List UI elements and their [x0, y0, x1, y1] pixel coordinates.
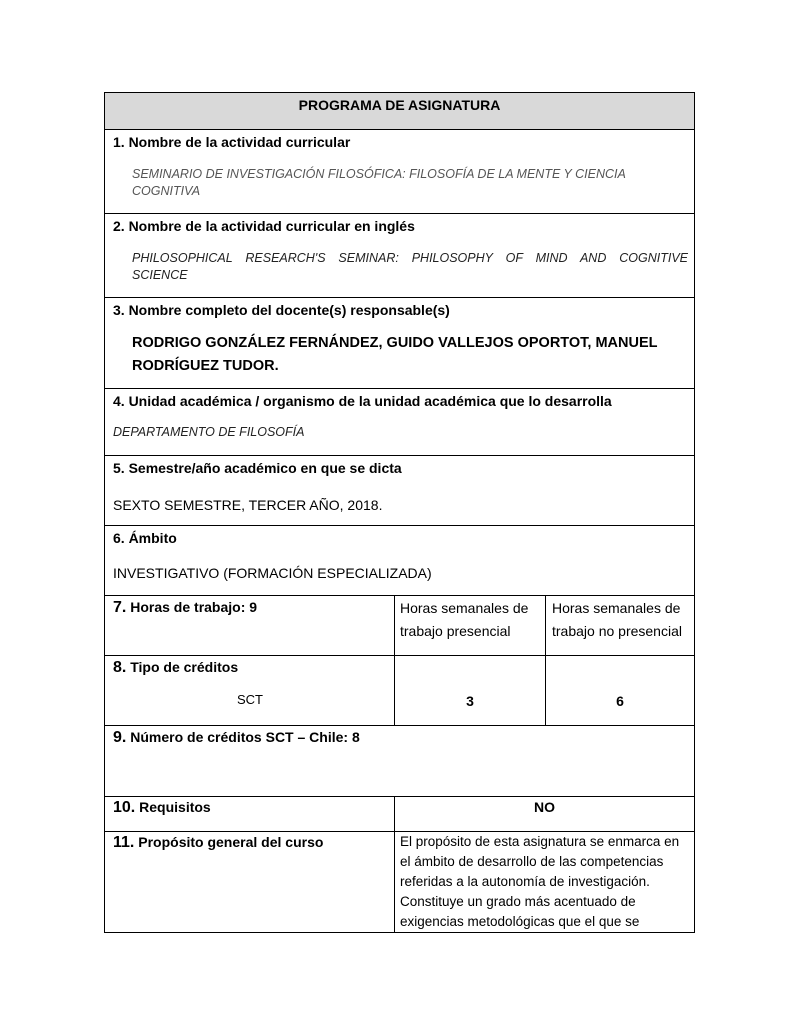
presential-hours-value: 3	[466, 693, 474, 709]
section-label: Tipo de créditos	[130, 659, 239, 675]
section-number: 8.	[113, 659, 127, 676]
section-label: Requisitos	[139, 799, 211, 815]
section-11	[105, 831, 694, 932]
page-title: PROGRAMA DE ASIGNATURA	[298, 97, 501, 113]
section-label: 1. Nombre de la actividad curricular	[113, 134, 351, 150]
section-1	[105, 129, 694, 213]
section-value: SEMINARIO DE INVESTIGACIÓN FILOSÓFICA: FILOSOFÍA DE LA MENTE Y CIENCIA COGNITIVA	[132, 167, 626, 198]
section-value: PHILOSOPHICAL RESEARCH'S SEMINAR: PHILOSOPHY OF MIND AND COGNITIVE SCIENCE	[132, 251, 688, 282]
section-value: DEPARTAMENTO DE FILOSOFÍA	[113, 425, 305, 439]
section-label: 4. Unidad académica / organismo de la unidad académica que lo desarrolla	[113, 393, 612, 409]
section-number: 10.	[113, 799, 136, 816]
section-label: 6. Ámbito	[113, 530, 177, 546]
section-label: Horas de trabajo: 9	[130, 599, 258, 615]
section-value: INVESTIGATIVO (FORMACIÓN ESPECIALIZADA)	[113, 565, 432, 581]
section-label: 2. Nombre de la actividad curricular en inglés	[113, 218, 415, 234]
section-2	[105, 213, 694, 297]
section-label: Número de créditos SCT – Chile: 8	[130, 729, 360, 745]
section-8	[105, 655, 694, 725]
section-10	[105, 796, 694, 831]
title-row	[105, 93, 694, 129]
requirements-value: NO	[534, 799, 555, 815]
section-5	[105, 455, 694, 525]
section-label: Propósito general del curso	[138, 834, 324, 850]
section-9	[105, 725, 694, 796]
section-value: RODRIGO GONZÁLEZ FERNÁNDEZ, GUIDO VALLEJOS OPORTOT, MANUEL RODRÍGUEZ TUDOR.	[132, 335, 658, 374]
section-3	[105, 297, 694, 388]
section-value: SEXTO SEMESTRE, TERCER AÑO, 2018.	[113, 497, 383, 513]
section-7	[105, 595, 694, 655]
section-6	[105, 525, 694, 595]
credit-type-value: SCT	[237, 692, 263, 707]
section-number: 7.	[113, 599, 127, 616]
section-4	[105, 388, 694, 455]
course-purpose-text: El propósito de esta asignatura se enmarca en el ámbito de desarrollo de las competencias referidas a la autonomía de investigación. Constituye un grado más acentuado de exigencias metodológicas que el que se	[400, 834, 680, 929]
non-presential-hours-value: 6	[616, 693, 624, 709]
section-number: 9.	[113, 729, 127, 746]
section-label: 5. Semestre/año académico en que se dicta	[113, 460, 402, 476]
presential-hours-header: Horas semanales de trabajo presencial	[400, 600, 529, 639]
section-number: 11.	[113, 834, 135, 851]
section-label: 3. Nombre completo del docente(s) responsable(s)	[113, 302, 450, 318]
non-presential-hours-header: Horas semanales de trabajo no presencial	[552, 600, 682, 639]
course-program-table	[104, 92, 695, 933]
